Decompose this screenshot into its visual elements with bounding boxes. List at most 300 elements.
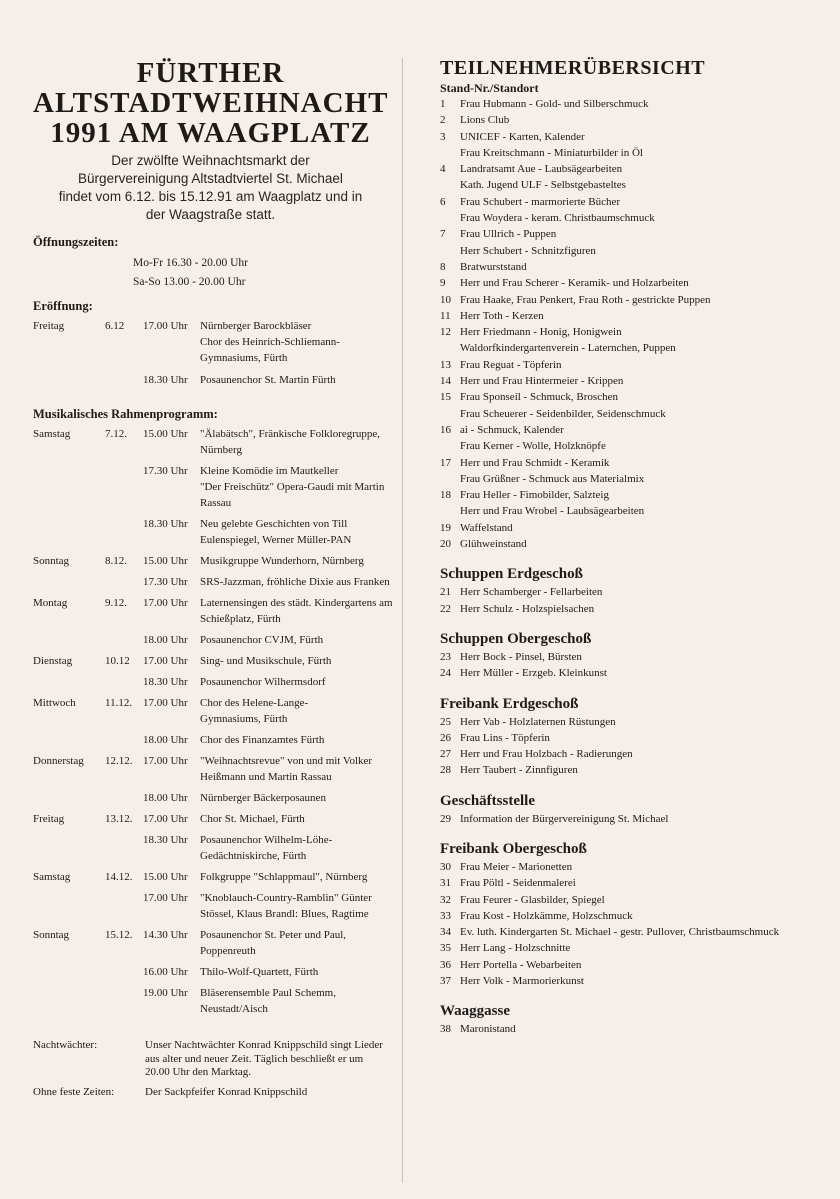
stand-line: Frau Woydera - keram. Christbaumschmuck xyxy=(460,212,655,225)
event-row xyxy=(33,832,396,864)
stand-text xyxy=(460,487,830,520)
event-day xyxy=(33,890,105,922)
event-date xyxy=(105,372,143,388)
event-description: Nürnberger Barockbläser xyxy=(200,320,312,332)
stand-text xyxy=(460,746,830,762)
event-time: 17.00 Uhr xyxy=(143,697,188,709)
event-date: 8.12. xyxy=(105,555,127,567)
stand-line: Waffelstand xyxy=(460,521,513,534)
stand-text xyxy=(460,892,830,908)
stand-text xyxy=(460,259,830,275)
event-row xyxy=(33,516,396,548)
opening-hours-label: Öffnungszeiten: xyxy=(33,235,119,249)
event-description: "Älabätsch", Fränkische Folkloregruppe, Nürnberg xyxy=(200,428,381,456)
stand-line: Frau Scheuerer - Seidenbilder, Seidenschmuck xyxy=(460,407,666,420)
stand-item xyxy=(440,924,835,940)
eroeffnung-label: Eröffnung: xyxy=(33,299,93,313)
event-day: Donnerstag xyxy=(33,755,84,767)
stand-text xyxy=(460,762,830,778)
stand-line: Frau Kerner - Wolle, Holzknöpfe xyxy=(460,440,606,453)
event-date: 9.12. xyxy=(105,597,127,609)
event-day xyxy=(33,985,105,1017)
stand-line: Maronistand xyxy=(460,1023,516,1036)
event-date: 14.12. xyxy=(105,871,133,883)
programm-list xyxy=(33,426,396,1017)
event-row xyxy=(33,890,396,922)
stand-text xyxy=(460,811,830,827)
event-day: Sonntag xyxy=(33,929,70,941)
stand-number: 36 xyxy=(440,958,451,971)
event-row xyxy=(33,695,396,711)
event-date xyxy=(105,964,143,980)
stand-number: 32 xyxy=(440,893,451,906)
stand-line: Lions Club xyxy=(460,114,510,127)
stand-item xyxy=(440,875,835,891)
stand-text xyxy=(460,422,830,455)
stand-text xyxy=(460,908,830,924)
intro-line: Der zwölfte Weihnachtsmarkt der xyxy=(111,153,310,168)
event-day xyxy=(33,632,105,648)
stand-number: 25 xyxy=(440,715,451,728)
stand-number: 18 xyxy=(440,489,451,502)
event-row xyxy=(33,674,396,690)
event-description: Posaunenchor Wilhelm-Löhe-Gedächtniskirche, Fürth xyxy=(200,834,333,862)
event-date xyxy=(105,574,143,590)
stand-line: Herr Vab - Holzlaternen Rüstungen xyxy=(460,715,616,728)
event-description: Posaunenchor Wilhermsdorf xyxy=(200,676,326,688)
stand-text xyxy=(460,714,830,730)
event-date xyxy=(105,479,143,511)
event-day xyxy=(33,516,105,548)
intro-line: der Waagstraße statt. xyxy=(145,207,276,222)
stand-text xyxy=(460,308,830,324)
stand-item xyxy=(440,161,835,194)
event-day: Freitag xyxy=(33,320,65,332)
event-day xyxy=(33,372,105,388)
stand-line: Landratsamt Aue - Laubsägearbeiten xyxy=(460,163,623,176)
stand-number: 38 xyxy=(440,1023,451,1036)
stand-item xyxy=(440,957,835,973)
stand-text xyxy=(460,226,830,259)
event-day xyxy=(33,674,105,690)
event-day: Samstag xyxy=(33,428,71,440)
event-time: 17.00 Uhr xyxy=(143,813,188,825)
stand-text xyxy=(460,129,830,162)
event-row xyxy=(33,811,396,827)
stand-number: 12 xyxy=(440,326,451,339)
event-time: 17.00 Uhr xyxy=(143,597,188,609)
stand-item xyxy=(440,730,835,746)
event-day: Mittwoch xyxy=(33,697,76,709)
event-description: Chor des Finanzamtes Fürth xyxy=(200,734,325,746)
section-items xyxy=(440,811,835,827)
event-time: 17.00 Uhr xyxy=(143,755,188,767)
stand-text xyxy=(460,357,830,373)
event-time: 17.30 Uhr xyxy=(143,465,188,477)
stand-item xyxy=(440,292,835,308)
stand-number: 29 xyxy=(440,812,451,825)
stand-number: 13 xyxy=(440,358,451,371)
event-description: Thilo-Wolf-Quartett, Fürth xyxy=(200,966,319,978)
event-description: Chor des Helene-Lange- xyxy=(200,697,309,709)
stand-item xyxy=(440,455,835,488)
event-time xyxy=(143,350,200,366)
event-date xyxy=(105,832,143,864)
stand-line: Frau Kreitschmann - Miniaturbilder in Öl xyxy=(460,146,643,159)
section-title: Waaggasse xyxy=(440,1003,511,1020)
stand-line: Frau Pöltl - Seidenmalerei xyxy=(460,877,576,890)
event-date: 15.12. xyxy=(105,929,133,941)
event-row xyxy=(33,334,396,350)
stand-text xyxy=(460,940,830,956)
stand-number: 2 xyxy=(440,114,446,127)
stand-text xyxy=(460,389,830,422)
stand-line: Frau Haake, Frau Penkert, Frau Roth - gestrickte Puppen xyxy=(460,293,711,306)
event-row xyxy=(33,595,396,627)
event-date xyxy=(105,711,143,727)
stand-text xyxy=(460,275,830,291)
stand-item xyxy=(440,422,835,455)
opening-hours xyxy=(133,254,396,292)
stand-text xyxy=(460,730,830,746)
note-row xyxy=(33,1086,396,1100)
stand-item xyxy=(440,1021,835,1037)
stand-text xyxy=(460,973,830,989)
stand-item xyxy=(440,308,835,324)
event-time: 15.00 Uhr xyxy=(143,428,188,440)
stand-item xyxy=(440,665,835,681)
stand-number: 14 xyxy=(440,375,451,388)
event-description: Gymnasiums, Fürth xyxy=(200,713,288,725)
event-time xyxy=(143,479,200,511)
stand-text xyxy=(460,194,830,227)
stand-line: Frau Reguat - Töpferin xyxy=(460,358,562,371)
stand-item xyxy=(440,226,835,259)
stand-line: Herr Müller - Erzgeb. Kleinkunst xyxy=(460,667,607,680)
intro-line: Bürgervereinigung Altstadtviertel St. Michael xyxy=(78,171,343,186)
stand-line: Herr Portella - Webarbeiten xyxy=(460,958,582,971)
event-time: 17.30 Uhr xyxy=(143,576,188,588)
section-title: Geschäftsstelle xyxy=(440,792,535,809)
event-time: 18.00 Uhr xyxy=(143,734,188,746)
stand-number: 22 xyxy=(440,602,451,615)
event-description: Nürnberger Bäckerposaunen xyxy=(200,792,326,804)
stand-line: Herr Friedmann - Honig, Honigwein xyxy=(460,326,622,339)
event-row xyxy=(33,553,396,569)
stand-number: 24 xyxy=(440,667,451,680)
stand-line: Herr Schamberger - Fellarbeiten xyxy=(460,586,603,599)
stand-item xyxy=(440,940,835,956)
stand-item xyxy=(440,129,835,162)
event-row xyxy=(33,350,396,366)
event-row xyxy=(33,711,396,727)
event-date xyxy=(105,985,143,1017)
event-date xyxy=(105,516,143,548)
stand-section xyxy=(440,629,835,682)
stand-line: Information der Bürgervereinigung St. Michael xyxy=(460,812,669,825)
event-row xyxy=(33,653,396,669)
stand-line: Herr und Frau Hintermeier - Krippen xyxy=(460,375,624,388)
event-description: "Der Freischütz" Opera-Gaudi mit Martin Rassau xyxy=(200,481,385,509)
stand-number: 23 xyxy=(440,650,451,663)
event-row xyxy=(33,632,396,648)
event-time: 14.30 Uhr xyxy=(143,929,188,941)
stand-number: 17 xyxy=(440,456,451,469)
stand-text xyxy=(460,584,830,600)
stand-text xyxy=(460,665,830,681)
event-description: Chor St. Michael, Fürth xyxy=(200,813,305,825)
stand-line: Herr und Frau Wrobel - Laubsägearbeiten xyxy=(460,505,645,518)
programm-label: Musikalisches Rahmenprogramm: xyxy=(33,407,218,421)
event-description: Posaunenchor St. Peter und Paul, Poppenreuth xyxy=(200,929,347,957)
event-date: 12.12. xyxy=(105,755,133,767)
section-title: Schuppen Erdgeschoß xyxy=(440,566,583,583)
stand-line: Frau Ullrich - Puppen xyxy=(460,228,557,241)
stand-text xyxy=(460,924,830,940)
note-label: Ohne feste Zeiten: xyxy=(33,1085,115,1098)
stand-number: 30 xyxy=(440,860,451,873)
stand-line: Kath. Jugend ULF - Selbstgebasteltes xyxy=(460,179,626,192)
stand-text xyxy=(460,649,830,665)
event-date: 6.12 xyxy=(105,320,125,332)
stand-line: Herr Lang - Holzschnitte xyxy=(460,942,571,955)
stand-item xyxy=(440,892,835,908)
event-day xyxy=(33,964,105,980)
event-row xyxy=(33,372,396,388)
stand-item xyxy=(440,811,835,827)
event-time: 18.00 Uhr xyxy=(143,634,188,646)
stand-line: Frau Feurer - Glasbilder, Spiegel xyxy=(460,893,605,906)
event-row xyxy=(33,790,396,806)
event-time: 18.30 Uhr xyxy=(143,676,188,688)
stand-number: 15 xyxy=(440,391,451,404)
stand-item xyxy=(440,714,835,730)
participants-title: TEILNEHMERÜBERSICHT xyxy=(440,57,706,79)
event-day xyxy=(33,832,105,864)
event-description: Posaunenchor CVJM, Fürth xyxy=(200,634,324,646)
hours-line: Sa-So 13.00 - 20.00 Uhr xyxy=(133,276,246,288)
event-time: 19.00 Uhr xyxy=(143,987,188,999)
event-description: Gymnasiums, Fürth xyxy=(200,352,288,364)
stand-number: 3 xyxy=(440,130,446,143)
left-column xyxy=(33,58,403,1183)
stand-item xyxy=(440,908,835,924)
event-day xyxy=(33,350,105,366)
stand-line: Frau Heller - Fimobilder, Salzteig xyxy=(460,489,609,502)
stand-number: 11 xyxy=(440,309,451,322)
event-day: Samstag xyxy=(33,871,71,883)
event-row xyxy=(33,927,396,959)
stand-number: 16 xyxy=(440,423,451,436)
stand-subtitle: Stand-Nr./Standort xyxy=(440,81,539,95)
stand-line: Frau Grüßner - Schmuck aus Materialmix xyxy=(460,472,645,485)
event-date: 13.12. xyxy=(105,813,133,825)
event-date xyxy=(105,890,143,922)
stand-item xyxy=(440,973,835,989)
stand-text xyxy=(460,292,830,308)
stand-text xyxy=(460,859,830,875)
event-description: Kleine Komödie im Mautkeller xyxy=(200,465,339,477)
stand-item xyxy=(440,762,835,778)
stand-item xyxy=(440,389,835,422)
event-day xyxy=(33,711,105,727)
event-description: Posaunenchor St. Martin Fürth xyxy=(200,374,336,386)
stand-section xyxy=(440,791,835,827)
event-time: 18.00 Uhr xyxy=(143,792,188,804)
main-stand-list xyxy=(440,96,835,552)
event-date xyxy=(105,334,143,350)
stand-text xyxy=(460,161,830,194)
event-time: 17.00 Uhr xyxy=(143,320,188,332)
stand-line: Glühweinstand xyxy=(460,538,527,551)
event-time: 18.30 Uhr xyxy=(143,518,188,530)
stand-line: ai - Schmuck, Kalender xyxy=(460,423,564,436)
stand-number: 7 xyxy=(440,228,446,241)
event-row xyxy=(33,869,396,885)
stand-number: 26 xyxy=(440,731,451,744)
section-items xyxy=(440,859,835,989)
title-line: ALTSTADTWEIHNACHT xyxy=(33,87,389,119)
stand-number: 34 xyxy=(440,926,451,939)
stand-line: Frau Hubmann - Gold- und Silberschmuck xyxy=(460,98,649,110)
stand-number: 9 xyxy=(440,277,446,290)
stand-number: 8 xyxy=(440,260,446,273)
stand-section xyxy=(440,564,835,617)
title-line: 1991 AM WAAGPLATZ xyxy=(50,117,371,149)
event-date xyxy=(105,350,143,366)
event-description: Neu gelebte Geschichten von Till Eulenspiegel, Werner Müller-PAN xyxy=(200,518,352,546)
section-items xyxy=(440,649,835,682)
stand-sections xyxy=(440,564,835,1037)
stand-text xyxy=(460,1021,830,1037)
stand-text xyxy=(460,96,830,112)
stand-item xyxy=(440,536,835,552)
stand-number: 37 xyxy=(440,975,451,988)
stand-text xyxy=(460,324,830,357)
event-day xyxy=(33,463,105,479)
event-day xyxy=(33,479,105,511)
stand-text xyxy=(460,601,830,617)
event-day xyxy=(33,334,105,350)
stand-number: 27 xyxy=(440,748,451,761)
stand-item xyxy=(440,259,835,275)
event-description: Bläserensemble Paul Schemm, Neustadt/Aisch xyxy=(200,987,336,1015)
section-items xyxy=(440,1021,835,1037)
notes-list xyxy=(33,1039,396,1099)
stand-number: 20 xyxy=(440,538,451,551)
stand-line: Herr Bock - Pinsel, Bürsten xyxy=(460,650,582,663)
event-day: Montag xyxy=(33,597,68,609)
event-date: 11.12. xyxy=(105,697,133,709)
intro-line: findet vom 6.12. bis 15.12.91 am Waagplatz und in xyxy=(58,189,363,204)
section-title: Schuppen Obergeschoß xyxy=(440,630,592,647)
stand-number: 1 xyxy=(440,98,446,110)
event-row xyxy=(33,318,396,334)
stand-line: Frau Meier - Marionetten xyxy=(460,860,573,873)
stand-number: 28 xyxy=(440,764,451,777)
stand-line: Herr und Frau Scherer - Keramik- und Holzarbeiten xyxy=(460,277,689,290)
stand-section xyxy=(440,694,835,779)
stand-line: Frau Sponseil - Schmuck, Broschen xyxy=(460,391,618,404)
eroeffnung-list xyxy=(33,318,396,388)
event-row xyxy=(33,574,396,590)
stand-text xyxy=(460,875,830,891)
stand-number: 4 xyxy=(440,163,446,176)
stand-text xyxy=(460,112,830,128)
event-time: 15.00 Uhr xyxy=(143,555,188,567)
event-description: SRS-Jazzman, fröhliche Dixie aus Franken xyxy=(200,576,390,588)
stand-line: Bratwurststand xyxy=(460,260,527,273)
event-time: 15.00 Uhr xyxy=(143,871,188,883)
stand-item xyxy=(440,324,835,357)
event-row xyxy=(33,753,396,785)
event-date xyxy=(105,463,143,479)
stand-item xyxy=(440,746,835,762)
stand-text xyxy=(460,520,830,536)
note-label: Nachtwächter: xyxy=(33,1039,98,1051)
event-row xyxy=(33,426,396,458)
event-day xyxy=(33,790,105,806)
event-row xyxy=(33,463,396,479)
stand-item xyxy=(440,601,835,617)
event-time xyxy=(143,711,200,727)
stand-item xyxy=(440,194,835,227)
event-date xyxy=(105,790,143,806)
event-day: Sonntag xyxy=(33,555,70,567)
stand-line: Herr und Frau Schmidt - Keramik xyxy=(460,456,610,469)
event-row xyxy=(33,964,396,980)
event-description: "Weihnachtsrevue" von und mit Volker Heißmann und Martin Rassau xyxy=(200,755,373,783)
stand-number: 19 xyxy=(440,521,451,534)
stand-number: 10 xyxy=(440,293,451,306)
event-row xyxy=(33,985,396,1017)
stand-line: UNICEF - Karten, Kalender xyxy=(460,130,585,143)
event-row xyxy=(33,732,396,748)
event-date xyxy=(105,732,143,748)
event-description: "Knoblauch-Country-Ramblin" Günter Stössel, Klaus Brandl: Blues, Ragtime xyxy=(200,892,372,920)
stand-line: Herr und Frau Holzbach - Radierungen xyxy=(460,748,633,761)
stand-number: 33 xyxy=(440,909,451,922)
event-time: 18.30 Uhr xyxy=(143,374,188,386)
stand-line: Ev. luth. Kindergarten St. Michael - gestr. Pullover, Christbaumschmuck xyxy=(460,926,780,939)
section-title: Freibank Obergeschoß xyxy=(440,840,587,857)
event-day xyxy=(33,732,105,748)
section-title: Freibank Erdgeschoß xyxy=(440,695,579,712)
event-row xyxy=(33,479,396,511)
event-date: 10.12 xyxy=(105,655,130,667)
event-date xyxy=(105,632,143,648)
stand-text xyxy=(460,536,830,552)
section-items xyxy=(440,714,835,779)
stand-line: Herr Volk - Marmorierkunst xyxy=(460,975,584,988)
event-date xyxy=(105,674,143,690)
stand-text xyxy=(460,373,830,389)
event-day xyxy=(33,574,105,590)
stand-section xyxy=(440,1001,835,1037)
event-time: 17.00 Uhr xyxy=(143,892,188,904)
stand-item xyxy=(440,584,835,600)
stand-item xyxy=(440,487,835,520)
stand-item xyxy=(440,520,835,536)
event-time: 16.00 Uhr xyxy=(143,966,188,978)
note-text: Unser Nachtwächter Konrad Knippschild singt Lieder aus alter und neuer Zeit. Täglich beschließt er um 20.00 Uhr den Marktag. xyxy=(145,1039,383,1078)
event-time: 18.30 Uhr xyxy=(143,834,188,846)
event-description: Chor des Heinrich-Schliemann- xyxy=(200,336,340,348)
stand-item xyxy=(440,275,835,291)
stand-number: 6 xyxy=(440,195,446,208)
stand-item xyxy=(440,357,835,373)
intro-text xyxy=(33,152,388,224)
